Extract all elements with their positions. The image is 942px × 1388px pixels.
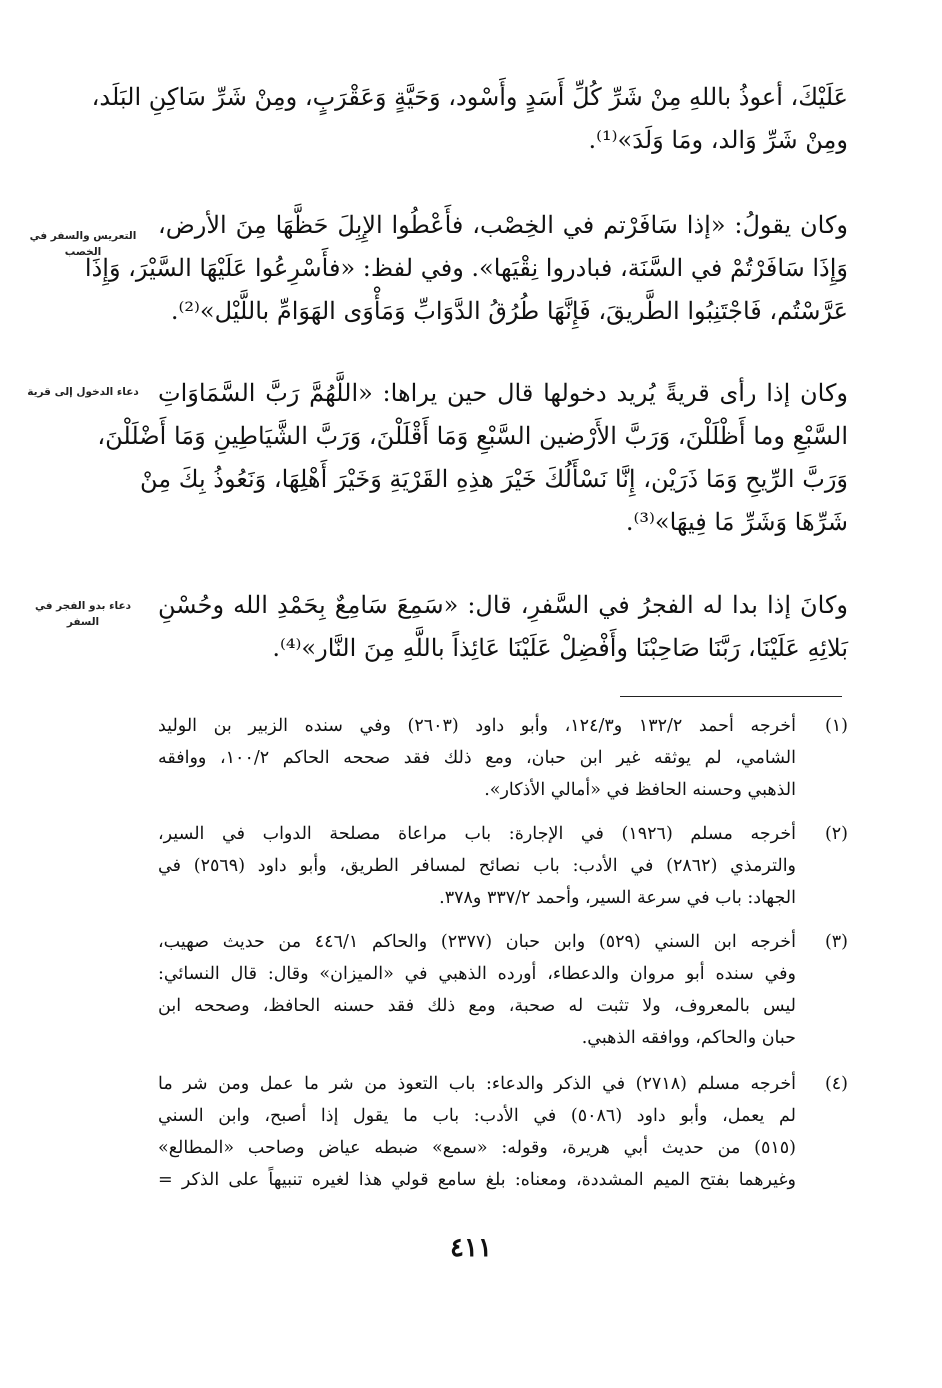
text-line: السَّبْعِ وما أَظْلَلْنَ، وَرَبَّ الأَرْضين السَّبْعِ وَمَا أَقْلَلْنَ، وَرَبَّ الشَّيَاطِينِ وَمَا أَضْلَلْنَ، [97, 422, 848, 450]
text-line: عَرَّسْتُم، فَاجْتَنِبُوا الطَّريقَ، فَإِنَّهَا طُرُقُ الدَّوَابِّ وَمَأْوَى الهَوَامِّ باللَّيْل»⁽²⁾. [170, 297, 848, 325]
footnote-line: وغيرهما بفتح الميم المشددة، ومعناه: بلغ سامع قولي هذا لغيره تنبيهاً على الذكر = [158, 1170, 796, 1190]
footnote-line: الذهبي وحسنه الحافظ في «أمالي الأذكار». [484, 780, 796, 800]
paragraph-1 [91, 76, 848, 162]
footnote-line: أخرجه ابن السني (٥٢٩) وابن حبان (٢٣٧٧) والحاكم ٤٤٦/١ من حديث صهيب، [158, 932, 796, 952]
footnote-line: (٥١٥) من حديث أبي هريرة، وقوله: «سمع» ضبطه عياض وصاحب «المطالع» [158, 1138, 796, 1158]
footnote-number: (٣) [824, 932, 848, 952]
text-line: ومِنْ شَرِّ وَالد، ومَا وَلَدَ»⁽¹⁾. [588, 126, 848, 154]
footnote-line: الجهاد: باب في سرعة السير، وأحمد ٣٣٧/٢ و٣٧٨. [439, 888, 796, 908]
footnote-4 [158, 1068, 848, 1196]
text-line: بَلائِهِ عَلَيْنَا، رَبَّنَا صَاحِبْنَا وأَفْضِلْ عَلَيْنَا عَائِذاً باللَّهِ مِنَ النَّار»⁽⁴⁾. [272, 634, 848, 662]
paragraph-2 [84, 204, 848, 333]
margin-note-dawn-travel: دعاء بدو الفجر في السفر [34, 600, 132, 628]
text-line: وكان يقولُ: «إذا سَافَرْتم في الخِصْب، فأَعْطُوا الإِبِلَ حَظَّهَا مِنَ الأرض، [158, 211, 848, 239]
footnote-3 [158, 926, 848, 1054]
footnote-line: ليس بالمعروف، ولا تثبت له صحبة، ومع ذلك فقد حسنه الحافظ، وصححه ابن [158, 996, 796, 1016]
margin-note-entering-village: دعاء الدخول إلى قرية [27, 386, 139, 398]
text-line: عَلَيْكَ، أعوذُ باللهِ مِنْ شَرِّ كُلِّ أَسَدٍ وأَسْود، وَحَيَّةٍ وَعَقْرَبٍ، ومِنْ شَرِّ سَاكِنِ البَلَد، [91, 83, 848, 111]
text-line: وَإِذَا سَافَرْتُمْ في السَّنَة، فبادروا نِقْيَها». وفي لفظ: «فأَسْرِعُوا عَلَيْهَا السَّيْرَ، وَإِذَا [84, 254, 848, 282]
footnote-line: أخرجه أحمد ١٣٢/٢ و١٢٤/٣، وأبو داود (٢٦٠٣) وفي سنده الزبير بن الوليد [158, 716, 796, 736]
text-line: وَرَبَّ الرِّيحِ وَمَا ذَرَيْن، إِنَّا نَسْأَلُكَ خَيْرَ هذِهِ القَرْيَةِ وَخَيْرَ أَهْلِهَا، وَنَعُوذُ بِكَ مِنْ [140, 465, 848, 493]
footnote-line: وفي سنده أبو مروان والدعطاء، أورده الذهبي في «الميزان» وقال: قال النسائي: [158, 964, 796, 984]
footnote-number: (٤) [824, 1074, 848, 1094]
footnote-2 [158, 818, 848, 914]
footnote-line: أخرجه مسلم (١٩٢٦) في الإجارة: باب مراعاة مصلحة الدواب في السير، [158, 824, 796, 844]
footnote-line: حبان والحاكم، ووافقه الذهبي. [581, 1028, 796, 1048]
page-number: ٤١١ [450, 1233, 492, 1263]
footnote-number: (١) [824, 716, 848, 736]
footnote-number: (٢) [824, 824, 848, 844]
text-line: وكانَ إذا بدا له الفجرُ في السَّفرِ، قال: «سَمِعَ سَامِعٌ بِحَمْدِ الله وحُسْنِ [158, 591, 848, 619]
footnote-line: أخرجه مسلم (٢٧١٨) في الذكر والدعاء: باب التعوذ من شر ما عمل ومن شر ما [158, 1074, 796, 1094]
footnote-separator [620, 696, 842, 697]
footnote-1 [158, 710, 848, 806]
footnote-line: الشامي، لم يوثقه غير ابن حبان، ومع ذلك فقد صححه الحاكم ١٠٠/٢، ووافقه [158, 748, 796, 768]
paragraph-4 [158, 584, 848, 670]
footnote-line: والترمذي (٢٨٦٢) في الأدب: باب نصائح لمسافر الطريق، وأبو داود (٢٥٦٩) في [158, 856, 797, 876]
margin-note-travel-fertile: التعريس والسفر في الخصب [29, 230, 137, 258]
text-line: شَرِّهَا وَشَرِّ مَا فِيهَا»⁽³⁾. [625, 508, 848, 536]
paragraph-3 [97, 372, 848, 544]
footnote-line: لم يعمل، وأبو داود (٥٠٨٦) في الأدب: باب ما يقول إذا أصبح، وابن السني [158, 1106, 796, 1126]
text-line: وكان إذا رأى قريةً يُريد دخولها قال حين يراها: «اللَّهُمَّ رَبَّ السَّمَاوَاتِ [158, 379, 848, 407]
